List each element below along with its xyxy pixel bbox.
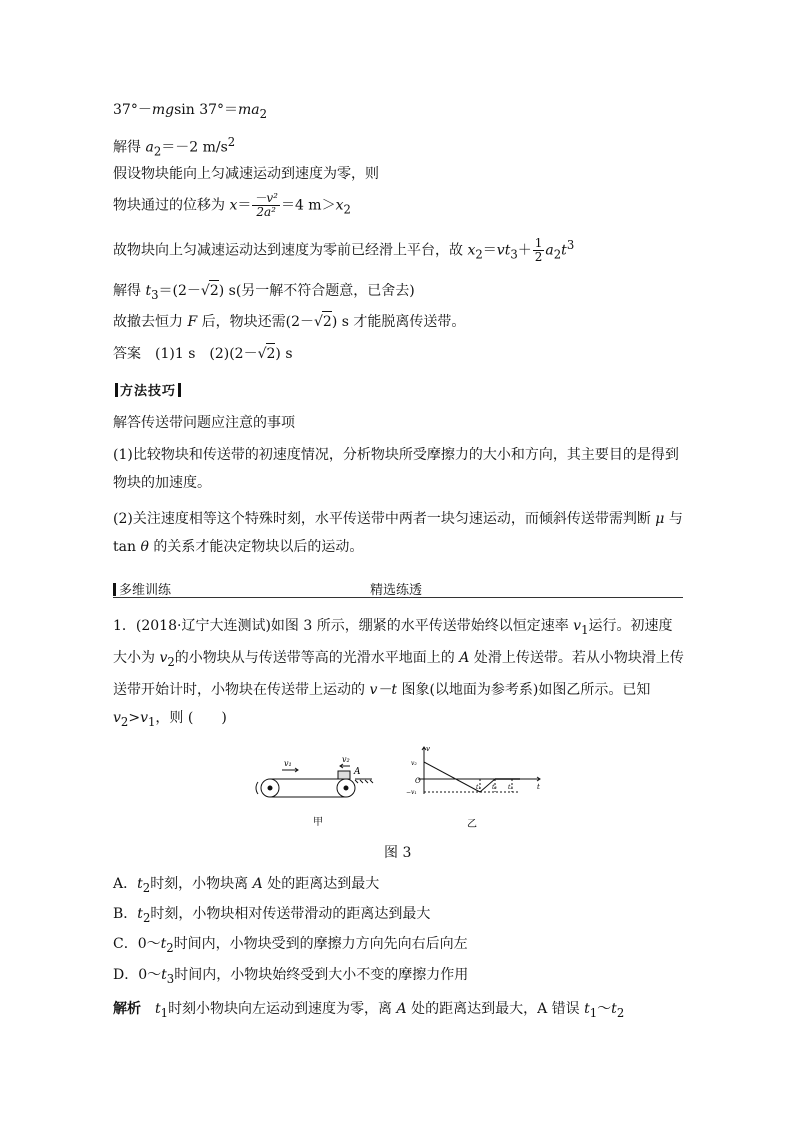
axis-v-label: v xyxy=(426,745,430,753)
t2-tick-label: t₂ xyxy=(492,784,497,791)
fraction: $\frac{\text{－v²}}{\text{2a²}}$ xyxy=(254,191,278,219)
analysis-line: 解析 $t_1$时刻小物块向左运动到速度为零，离 A 处的距离达到最大，A 错误 $t_1\sim t_2$ xyxy=(113,1001,625,1020)
method-point-1: (1)比较物块和传送带的初速度情况，分析物块所受摩擦力的大小和方向，其主要目的是得到物块的加速度。 xyxy=(113,447,679,491)
axis-t-label: t xyxy=(537,783,540,791)
point-a-label: A xyxy=(354,767,361,777)
equation-line-5: 故物块向上匀减速运动达到速度为零前已经滑上平台，故 $x_2=vt_3+$ $\frac{1}{2}$ $a_2t^3$ xyxy=(113,236,575,265)
fraction: $\frac{1}{2}$ xyxy=(534,236,543,265)
section-header: 多维训练 精选练透 xyxy=(113,578,683,598)
t3-tick-label: t₃ xyxy=(508,784,513,791)
origin-label: O xyxy=(415,777,421,785)
option-b: B．$t_2$时刻，小物块相对传送带滑动的距离达到最大 xyxy=(113,906,431,925)
equation-line-4: 物块通过的位移为 x＝ $\frac{\text{－v²}}{\text{2a²}}$ ＝4 $m>x_2$ xyxy=(113,191,351,219)
neg-v1-tick-label: −v₁ xyxy=(406,789,417,796)
figure-caption: 图 3 xyxy=(384,845,412,861)
method-title: 解答传送带问题应注意的事项 xyxy=(113,415,295,431)
v1-label: v₁ xyxy=(284,759,292,768)
v2-tick-label: v₂ xyxy=(411,760,417,767)
method-heading: 方法技巧 xyxy=(113,380,183,399)
figure-right-label: 乙 xyxy=(467,819,477,830)
equation-line-2: 解得 $a_2=-2$ $m/s^2$ xyxy=(113,135,236,159)
figure-3 xyxy=(250,742,550,842)
option-d: D．$0\sim t_3$时间内，小物块始终受到大小不变的摩擦力作用 xyxy=(113,967,469,986)
figure-left-label: 甲 xyxy=(313,817,323,828)
text-line-3: 假设物块能向上匀减速运动到速度为零，则 xyxy=(113,166,379,182)
answer-line: 答案 (1)1 s (2)(2－√2) s xyxy=(113,343,293,364)
equation-line-1: 37°－mgsin $37^\circ=ma_2$ xyxy=(113,102,268,121)
method-point-2: (2)关注速度相等这个特殊时刻，水平传送带中两者一块匀速运动，而倾斜传送带需判断 μ 与 tan θ 的关系才能决定物块以后的运动。 xyxy=(113,511,683,555)
option-c: C．$0\sim t_2$时间内，小物块受到的摩擦力方向先向右后向左 xyxy=(113,936,468,955)
text-line-7: 故撤去恒力 F 后，物块还需(2－√2) s 才能脱离传送带。 xyxy=(113,311,465,332)
equation-line-6: 解得 $t_3=(2-√2)$ s(另一解不符合题意，已舍去) xyxy=(113,280,415,305)
option-a: A．$t_2$时刻，小物块离 A 处的距离达到最大 xyxy=(113,876,380,895)
figure-3-diagram xyxy=(250,742,550,842)
question-1: 1．(2018·辽宁大连测试)如图 3 所示，绷紧的水平传送带始终以恒定速率 $v_1$运行。初速度大小为 $v_2$的小物块从与传送带等高的光滑水平地面上的 A 处滑上传送带。若从小物块滑上传送带开始计时，小物块在传送带上运动的 v－t 图象(以地面为参考系)如图乙所示。已知 $v_2>v_1$，则 ( ) xyxy=(113,618,684,729)
t1-tick-label: t₁ xyxy=(476,784,481,791)
v2-label: v₂ xyxy=(342,755,350,764)
